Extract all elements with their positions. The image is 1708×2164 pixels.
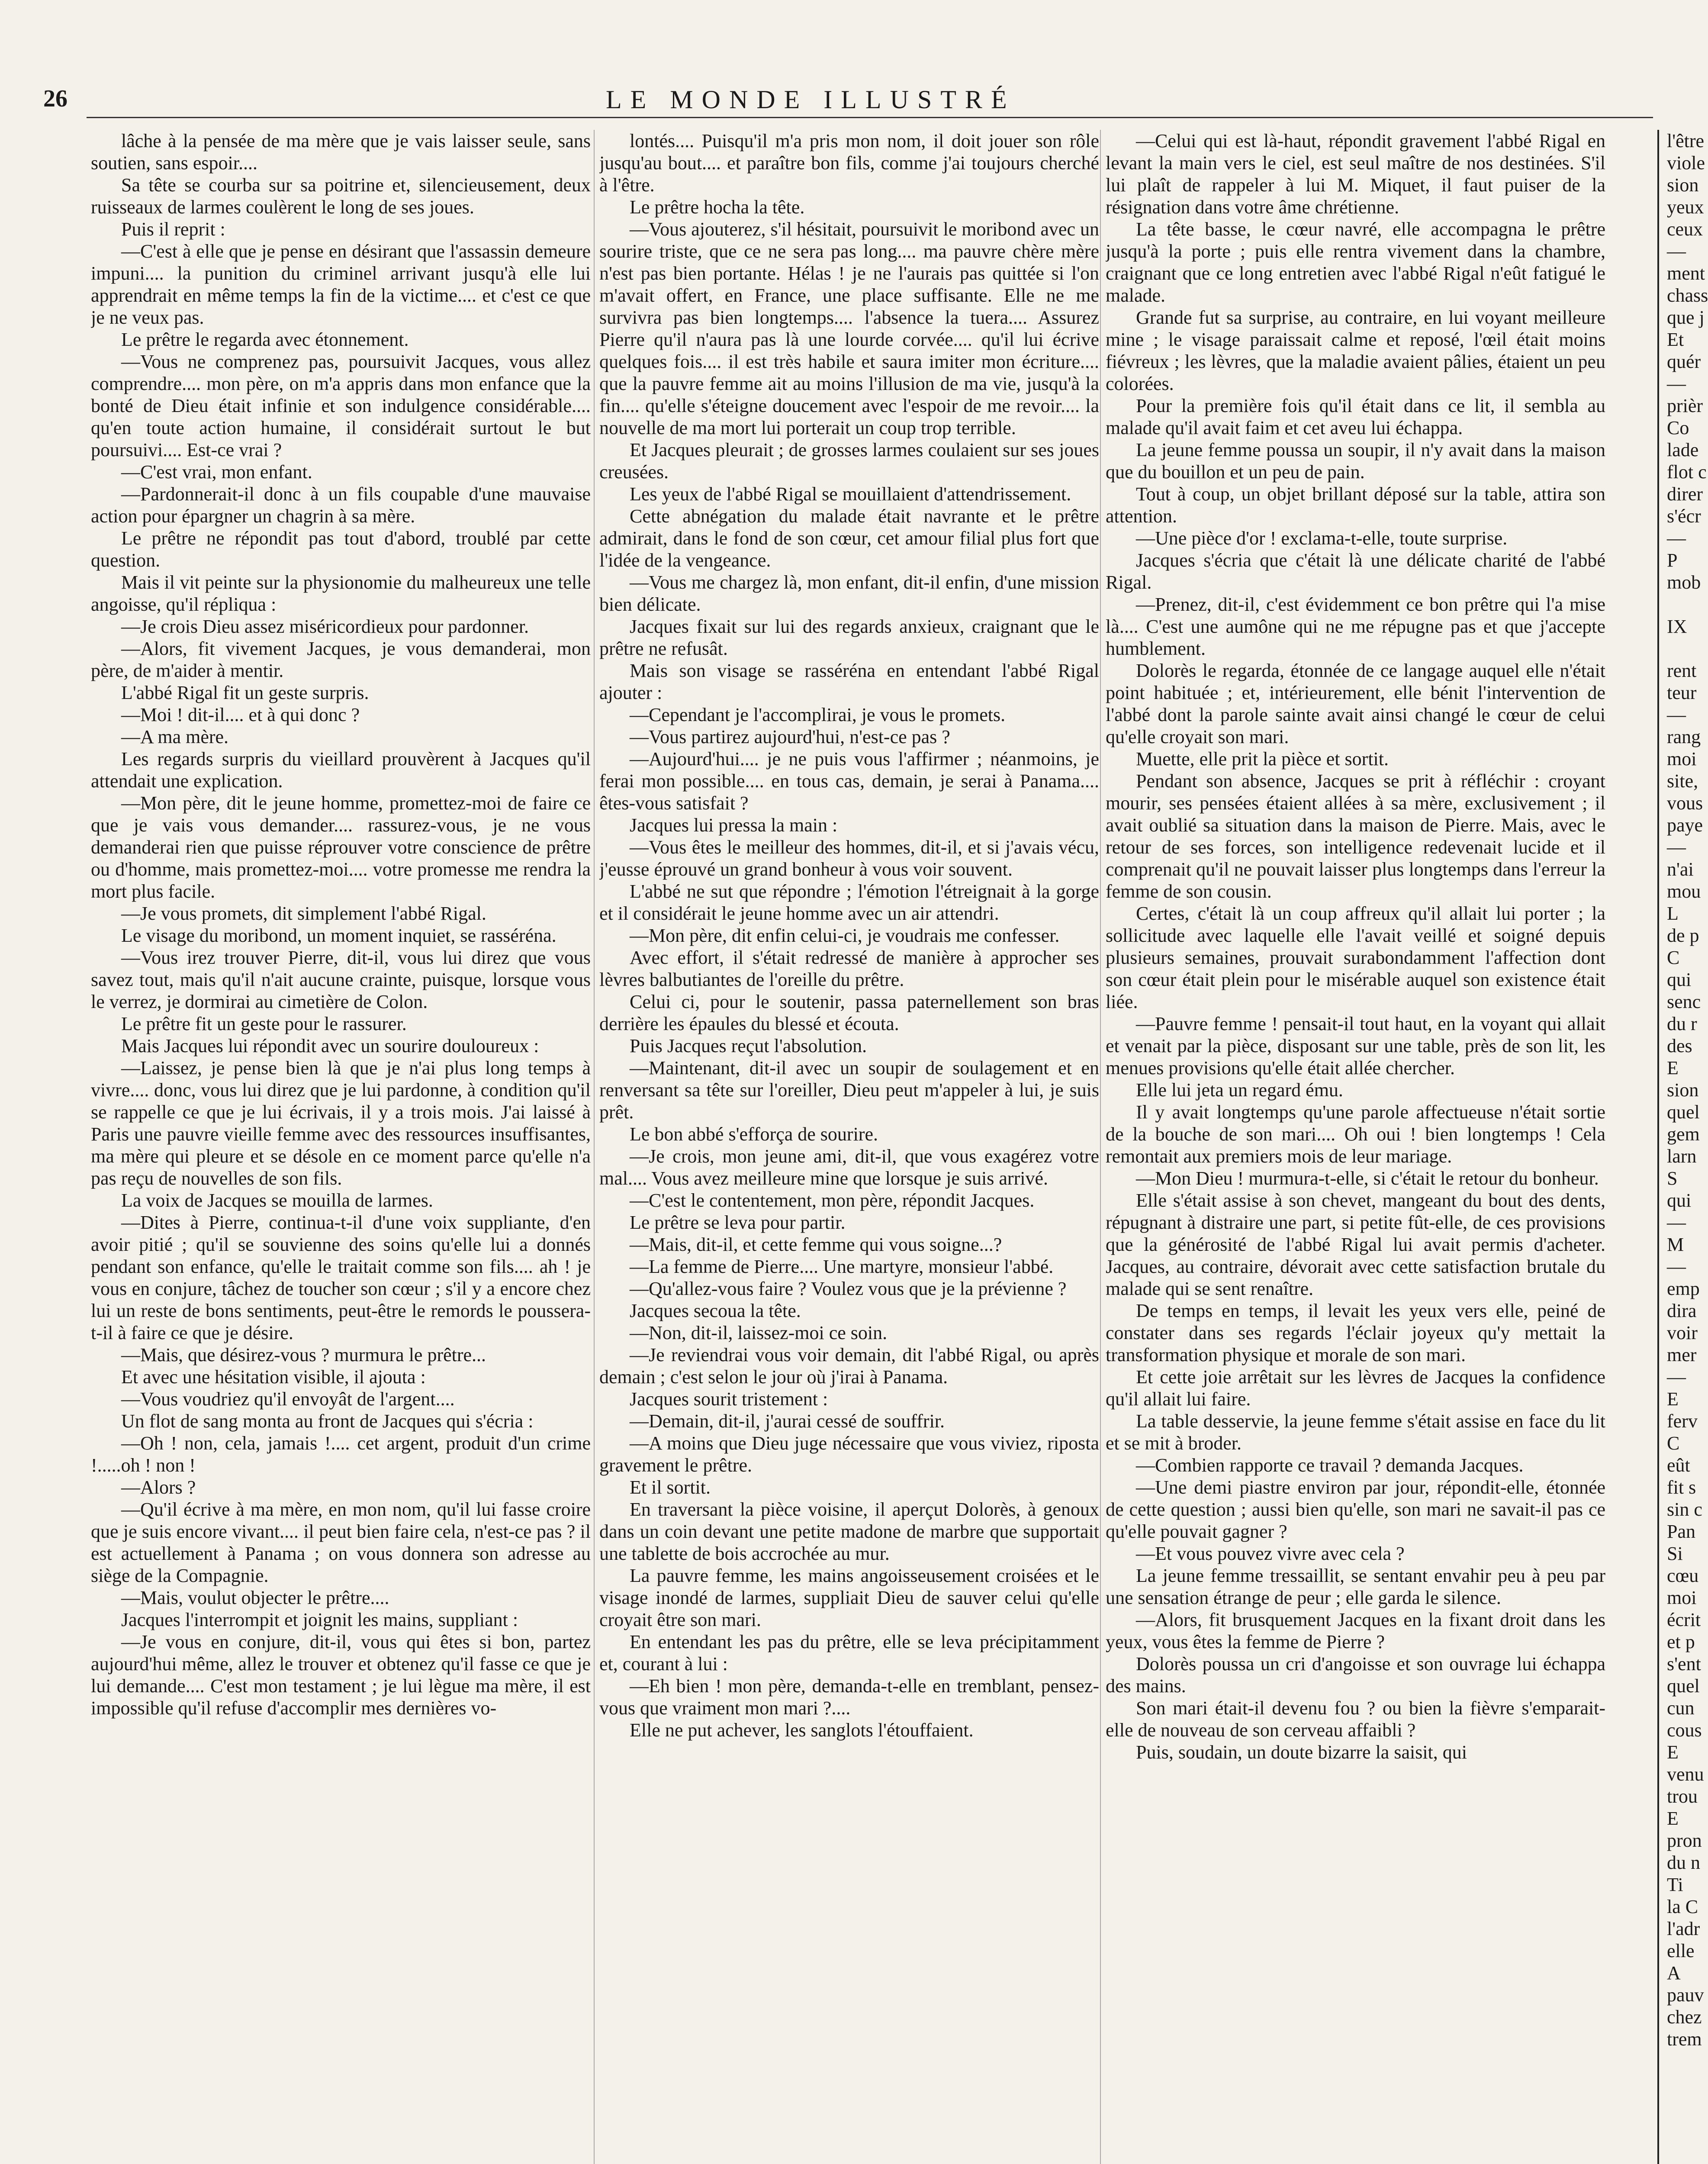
paragraph: —Alors, fit brusquement Jacques en la fixant droit dans les yeux, vous êtes la femme de Pierre ? (1106, 1609, 1605, 1652)
paragraph: —Pardonnerait-il donc à un fils coupable d'une mauvaise action pour épargner un chagrin à sa mère. (91, 483, 591, 527)
edge-fragment: l'adr (1667, 1918, 1700, 1939)
edge-fragment: ceux (1667, 219, 1703, 240)
paragraph: —C'est le contentement, mon père, répondit Jacques. (630, 1190, 1035, 1211)
paragraph: Mais il vit peinte sur la physionomie du malheureux une telle angoisse, qu'il répliqua : (91, 572, 591, 615)
paragraph: —Mais, voulut objecter le prêtre.... (121, 1587, 389, 1608)
paragraph: Pendant son absence, Jacques se prit à réfléchir : croyant mourir, ses pensées étaient allées à sa mère, exclusivement ; il avait oublié sa situation dans la maison de Pierre. Mais, avec le retour de ses forces, son intelligence redevenait lucide et il comprenait qu'il ne pouvait laisser plus longtemps dans l'erreur la femme de son cousin. (1106, 770, 1605, 902)
paragraph: Celui ci, pour le soutenir, passa paternellement son bras derrière les épaules du blessé et écouta. (599, 991, 1099, 1034)
edge-fragment: mob (1667, 572, 1701, 593)
paragraph: En entendant les pas du prêtre, elle se leva précipitamment et, courant à lui : (599, 1631, 1099, 1675)
paragraph: Grande fut sa surprise, au contraire, en lui voyant meilleure mine ; le visage paraissait calme et reposé, l'œil était moins fiévreux ; les lèvres, que la maladie avaient pâlies, étaient un peu colorées. (1106, 307, 1605, 394)
paragraph: Dolorès le regarda, étonnée de ce langage auquel elle n'était point habituée ; et, intérieurement, elle bénit l'intervention de l'abbé dont la parole sainte avait ainsi changé le cœur de celui qu'elle croyait son mari. (1106, 660, 1605, 747)
paragraph: —Celui qui est là-haut, répondit gravement l'abbé Rigal en levant la main vers le ciel, est seul maître de nos destinées. S'il lui plaît de rappeler à lui M. Miquet, il faut puiser de la résignation dans votre âme chrétienne. (1106, 130, 1605, 218)
edge-fragment: quér (1667, 351, 1701, 372)
column-divider (1100, 130, 1101, 2164)
paragraph: —Vous voudriez qu'il envoyât de l'argent.... (121, 1388, 455, 1410)
edge-fragment: de p (1667, 925, 1699, 946)
edge-fragment: sion (1667, 174, 1699, 196)
edge-fragment: rent (1667, 660, 1697, 681)
paragraph: —Vous êtes le meilleur des hommes, dit-il, et si j'avais vécu, j'eusse éprouvé un grand bonheur à vous voir souvent. (599, 837, 1099, 880)
edge-fragment: la C (1667, 1896, 1698, 1917)
edge-fragment: — (1667, 1256, 1686, 1277)
edge-fragment: vous (1667, 792, 1703, 814)
paragraph: —Je vous en conjure, dit-il, vous qui êtes si bon, partez aujourd'hui même, allez le trouver et obtenez qu'il fasse ce que je lui demande.... C'est mon testament ; je lui lègue ma mère, il est impossible qu'il refuse d'accomplir mes dernières vo- (91, 1631, 591, 1719)
paragraph: Jacques s'écria que c'était là une délicate charité de l'abbé Rigal. (1106, 550, 1605, 593)
paragraph: —Je crois, mon jeune ami, dit-il, que vous exagérez votre mal.... Vous avez meilleure mine que lorsque je suis arrivé. (599, 1146, 1099, 1189)
edge-fragment: direr (1667, 483, 1703, 505)
edge-fragment: du n (1667, 1852, 1700, 1873)
paragraph: —Non, dit-il, laissez-moi ce soin. (630, 1322, 888, 1343)
paragraph: —Mon Dieu ! murmura-t-elle, si c'était le retour du bonheur. (1136, 1168, 1599, 1189)
adjacent-page-edge (1657, 130, 1708, 2164)
paragraph: Puis Jacques reçut l'absolution. (630, 1035, 867, 1056)
paragraph: —Et vous pouvez vivre avec cela ? (1136, 1543, 1405, 1564)
paragraph: —C'est à elle que je pense en désirant que l'assassin demeure impuni.... la punition du criminel arrivant jusqu'à elle lui apprendrait en même temps la fin de la victime.... et c'est ce que je ne veux pas. (91, 241, 591, 328)
paragraph: Jacques fixait sur lui des regards anxieux, craignant que le prêtre ne refusât. (599, 616, 1099, 659)
edge-fragment: E (1667, 1742, 1679, 1763)
edge-fragment: trou (1667, 1786, 1698, 1807)
paragraph: Cette abnégation du malade était navrante et le prêtre admirait, dans le fond de son cœur, cet amour filial plus fort que l'idée de la vengeance. (599, 506, 1099, 571)
paragraph: Et il sortit. (630, 1477, 711, 1498)
edge-fragment: C (1667, 947, 1680, 968)
paragraph: —A ma mère. (121, 726, 229, 747)
edge-fragment: que j (1667, 307, 1705, 328)
edge-fragment (1667, 593, 1708, 615)
edge-fragment: trem (1667, 2029, 1702, 2050)
paragraph: Jacques l'interrompit et joignit les mains, suppliant : (121, 1609, 518, 1630)
paragraph: Le visage du moribond, un moment inquiet, se rasséréna. (121, 925, 556, 946)
edge-fragment: sion (1667, 1079, 1699, 1101)
paragraph: Certes, c'était là un coup affreux qu'il allait lui porter ; la sollicitude avec laquelle elle l'avait veillé et soigné depuis plusieurs semaines, prouvait surabondamment l'affection dont son cœur était plein pour le misérable auquel son existence était liée. (1106, 903, 1605, 1012)
edge-fragment: IX (1667, 616, 1687, 637)
edge-fragment: venu (1667, 1764, 1704, 1785)
edge-fragment: viole (1667, 152, 1705, 174)
paragraph: —Eh bien ! mon père, demanda-t-elle en tremblant, pensez-vous que vraiment mon mari ?.... (599, 1675, 1099, 1719)
edge-fragment: sin c (1667, 1499, 1702, 1520)
edge-fragment: mou (1667, 881, 1701, 902)
edge-fragment: du r (1667, 1013, 1697, 1034)
edge-fragment: pauv (1667, 1984, 1704, 2006)
paragraph: Le prêtre le regarda avec étonnement. (121, 329, 409, 350)
edge-fragment: cun (1667, 1697, 1695, 1719)
edge-fragment: mer (1667, 1344, 1697, 1365)
page-number: 26 (43, 85, 68, 112)
edge-fragment: lade (1667, 439, 1699, 460)
edge-fragment: yeux (1667, 196, 1704, 218)
column-divider (594, 130, 595, 2164)
paragraph: —Moi ! dit-il.... et à qui donc ? (121, 704, 360, 725)
paragraph: —Combien rapporte ce travail ? demanda Jacques. (1136, 1455, 1524, 1476)
edge-fragment: chass (1667, 285, 1708, 306)
paragraph: Les regards surpris du vieillard prouvèrent à Jacques qu'il attendait une explication. (91, 748, 591, 792)
edge-fragment: E (1667, 1388, 1679, 1410)
text-column-3 (1106, 130, 1605, 2164)
paragraph: En traversant la pièce voisine, il aperçut Dolorès, à genoux dans un coin devant une petite madone de marbre que supportait une tablette de bois accrochée au mur. (599, 1499, 1099, 1564)
paragraph: —Vous me chargez là, mon enfant, dit-il enfin, d'une mission bien délicate. (599, 572, 1099, 615)
edge-fragment: — (1667, 1366, 1686, 1388)
edge-fragment (1667, 638, 1708, 660)
paragraph: —Pauvre femme ! pensait-il tout haut, en la voyant qui allait et venait par la pièce, disposant sur une table, près de son lit, les menues provisions qu'elle était allée chercher. (1106, 1013, 1605, 1079)
edge-fragment: A (1667, 1962, 1681, 1984)
edge-fragment: elle (1667, 1940, 1695, 1961)
edge-fragment: ment (1667, 263, 1705, 284)
edge-fragment: n'ai (1667, 859, 1694, 880)
paragraph: Jacques secoua la tête. (630, 1300, 801, 1321)
edge-fragment: S (1667, 1168, 1678, 1189)
paragraph: lâche à la pensée de ma mère que je vais laisser seule, sans soutien, sans espoir.... (91, 130, 591, 174)
paragraph: —Je crois Dieu assez miséricordieux pour pardonner. (121, 616, 529, 637)
edge-fragment: Pan (1667, 1521, 1695, 1542)
edge-fragment: s'écr (1667, 506, 1701, 527)
header-rule (87, 117, 1653, 118)
paragraph: —Qu'il écrive à ma mère, en mon nom, qu'il lui fasse croire que je suis encore vivant.... il peut bien faire cela, n'est-ce pas ? il est actuellement à Panama ; on vous donnera son adresse au siège de la Compagnie. (91, 1499, 591, 1586)
paragraph: Avec effort, il s'était redressé de manière à approcher ses lèvres balbutiantes de l'oreille du prêtre. (599, 947, 1099, 990)
paragraph: La voix de Jacques se mouilla de larmes. (121, 1190, 433, 1211)
paragraph: —La femme de Pierre.... Une martyre, monsieur l'abbé. (630, 1256, 1054, 1277)
edge-fragment: s'ent (1667, 1653, 1701, 1675)
paragraph: L'abbé ne sut que répondre ; l'émotion l'étreignait à la gorge et il considérait le jeune homme avec un air attendri. (599, 881, 1099, 924)
paragraph: Muette, elle prit la pièce et sortit. (1136, 748, 1389, 770)
paragraph: Et cette joie arrêtait sur les lèvres de Jacques la confidence qu'il allait lui faire. (1106, 1366, 1605, 1410)
paragraph: —Maintenant, dit-il avec un soupir de soulagement et en renversant sa tête sur l'oreiller, Dieu peut m'appeler à lui, je suis prêt. (599, 1057, 1099, 1123)
paragraph: Mais Jacques lui répondit avec un sourire douloureux : (121, 1035, 539, 1056)
edge-fragment: M (1667, 1234, 1684, 1255)
edge-fragment: E (1667, 1057, 1679, 1079)
edge-fragment: Si (1667, 1543, 1683, 1564)
paragraph: De temps en temps, il levait les yeux vers elle, peiné de constater dans ses regards l'éclair joyeux qu'y mettait la transformation physique et morale de son mari. (1106, 1300, 1605, 1365)
paragraph: La table desservie, la jeune femme s'était assise en face du lit et se mit à broder. (1106, 1410, 1605, 1454)
edge-fragment: chez (1667, 2006, 1702, 2028)
paragraph: —Cependant je l'accomplirai, je vous le promets. (630, 704, 1006, 725)
edge-fragment: qui (1667, 969, 1692, 990)
edge-fragment: fit s (1667, 1477, 1696, 1498)
paragraph: —C'est vrai, mon enfant. (121, 461, 312, 483)
paragraph: —Aujourd'hui.... je ne puis vous l'affirmer ; néanmoins, je ferai mon possible.... en tous cas, demain, je serai à Panama.... êtes-vous satisfait ? (599, 748, 1099, 814)
paragraph: La jeune femme tressaillit, se sentant envahir peu à peu par une sensation étrange de peur ; elle garda le silence. (1106, 1565, 1605, 1608)
edge-fragment: quel (1667, 1675, 1700, 1697)
edge-fragment: rang (1667, 726, 1701, 747)
edge-fragment: — (1667, 837, 1686, 858)
edge-fragment: quel (1667, 1101, 1700, 1123)
paragraph: La pauvre femme, les mains angoisseusement croisées et le visage inondé de larmes, suppliait Dieu de sauver celui qu'elle croyait être son mari. (599, 1565, 1099, 1630)
paragraph: La tête basse, le cœur navré, elle accompagna le prêtre jusqu'à la porte ; puis elle rentra vivement dans la chambre, craignant que ce long entretien avec l'abbé Rigal n'eût fatigué le malade. (1106, 219, 1605, 306)
paragraph: Pour la première fois qu'il était dans ce lit, il sembla au malade qu'il avait faim et cet aveu lui échappa. (1106, 395, 1605, 438)
paragraph: Le bon abbé s'efforça de sourire. (630, 1124, 878, 1145)
edge-fragment: Ti (1667, 1874, 1683, 1895)
paragraph: Puis, soudain, un doute bizarre la saisit, qui (1136, 1742, 1467, 1763)
paragraph: Sa tête se courba sur sa poitrine et, silencieusement, deux ruisseaux de larmes coulèrent le long de ses joues. (91, 174, 591, 218)
paragraph: Les yeux de l'abbé Rigal se mouillaient d'attendrissement. (630, 483, 1071, 505)
paragraph: —Je reviendrai vous voir demain, dit l'abbé Rigal, ou après demain ; c'est selon le jour où j'irai à Panama. (599, 1344, 1099, 1388)
paragraph: Le prêtre ne répondit pas tout d'abord, troublé par cette question. (91, 528, 591, 571)
paragraph: —Mon père, dit enfin celui-ci, je voudrais me confesser. (630, 925, 1060, 946)
paragraph: —Vous irez trouver Pierre, dit-il, vous lui direz que vous savez tout, mais qu'il n'ait aucune crainte, puisque, lorsque vous le verrez, je dormirai au cimetière de Colon. (91, 947, 591, 1012)
paragraph: Et avec une hésitation visible, il ajouta : (121, 1366, 426, 1388)
edge-fragment: teur (1667, 682, 1697, 703)
paragraph: —Laissez, je pense bien là que je n'ai plus long temps à vivre.... donc, vous lui direz que je lui pardonne, à condition qu'il se rappelle ce que je lui écrivais, il y a trois mois. J'ai laissé à Paris une pauvre vieille femme avec des ressources insuffisantes, ma mère qui pleure et se désole en ce moment parce qu'elle n'a pas reçu de nouvelles de son fils. (91, 1057, 591, 1189)
edge-fragment: emp (1667, 1278, 1700, 1299)
edge-fragment: l'être (1667, 130, 1705, 151)
paragraph: Elle ne put achever, les sanglots l'étouffaient. (630, 1720, 974, 1741)
paragraph: —Alors ? (121, 1477, 196, 1498)
paragraph: —Qu'allez-vous faire ? Voulez vous que je la prévienne ? (630, 1278, 1067, 1299)
paragraph: —Mais, que désirez-vous ? murmura le prêtre... (121, 1344, 486, 1365)
edge-fragment: C (1667, 1433, 1680, 1454)
edge-fragment: — (1667, 704, 1686, 725)
edge-fragment: et p (1667, 1631, 1695, 1652)
paragraph: Jacques lui pressa la main : (630, 815, 838, 836)
paragraph: Le prêtre hocha la tête. (630, 196, 805, 218)
edge-fragment: E (1667, 1808, 1679, 1829)
text-column-2 (599, 130, 1099, 2164)
paragraph: Et Jacques pleurait ; de grosses larmes coulaient sur ses joues creusées. (599, 439, 1099, 483)
edge-fragment: dira (1667, 1300, 1697, 1321)
edge-fragment: voir (1667, 1322, 1698, 1343)
edge-fragment: eût (1667, 1455, 1690, 1476)
edge-fragment: senc (1667, 991, 1701, 1012)
edge-fragment: gem (1667, 1124, 1700, 1145)
paragraph: —Mais, dit-il, et cette femme qui vous soigne...? (630, 1234, 1002, 1255)
edge-fragment: cœu (1667, 1565, 1699, 1586)
edge-fragment: P (1667, 550, 1678, 571)
paragraph: Elle lui jeta un regard ému. (1136, 1079, 1343, 1101)
paragraph: Le prêtre fit un geste pour le rassurer. (121, 1013, 407, 1034)
paragraph: —Vous ajouterez, s'il hésitait, poursuivit le moribond avec un sourire triste, que ce ne sera pas long.... ma pauvre chère mère n'est pas bien portante. Hélas ! je ne l'aurais pas quittée si l'on m'avait offert, en France, une place suffisante. Elle ne me survivra pas bien longtemps.... l'absence la tuera.... Assurez Pierre qu'il n'aura pas là une lourde corvée.... qu'il lui écrive quelques fois.... il est très habile et saura imiter mon écriture.... que la pauvre femme ait au moins l'illusion de ma vie, jusqu'à la fin.... qu'elle s'éteigne doucement avec l'espoir de me revoir.... la nouvelle de ma mort lui porterait un coup trop terrible. (599, 219, 1099, 438)
edge-fragment: écrit (1667, 1609, 1701, 1630)
paragraph: —Je vous promets, dit simplement l'abbé Rigal. (121, 903, 486, 924)
text-column-1 (91, 130, 591, 2164)
edge-fragment: — (1667, 1212, 1686, 1233)
edge-fragment: — (1667, 528, 1686, 549)
paragraph: —Oh ! non, cela, jamais !.... cet argent, produit d'un crime !.....oh ! non ! (91, 1433, 591, 1476)
paragraph: Le prêtre se leva pour partir. (630, 1212, 846, 1233)
edge-fragment: Et (1667, 329, 1684, 350)
paragraph: —Une demi piastre environ par jour, répondit-elle, étonnée de cette question ; aussi bien qu'elle, son mari ne savait-il pas ce qu'elle pouvait gagner ? (1106, 1477, 1605, 1542)
paragraph: La jeune femme poussa un soupir, il n'y avait dans la maison que du bouillon et un peu de pain. (1106, 439, 1605, 483)
paragraph: Mais son visage se rasséréna en entendant l'abbé Rigal ajouter : (599, 660, 1099, 703)
edge-fragment: larn (1667, 1146, 1697, 1167)
edge-fragment: cous (1667, 1720, 1702, 1741)
paragraph: —Prenez, dit-il, c'est évidemment ce bon prêtre qui l'a mise là.... C'est une aumône qui ne me répugne pas et que j'accepte humblement. (1106, 594, 1605, 659)
edge-fragment: paye (1667, 815, 1703, 836)
edge-fragment: — (1667, 373, 1686, 394)
paragraph: —Vous partirez aujourd'hui, n'est-ce pas ? (630, 726, 950, 747)
edge-fragment: site, (1667, 770, 1698, 792)
masthead: LE MONDE ILLUSTRÉ (606, 85, 1016, 114)
paragraph: Elle s'était assise à son chevet, mangeant du bout des dents, répugnant à distraire une part, si petite fût-elle, de ces provisions que la générosité de l'abbé Rigal lui avait permis d'acheter. Jacques, au contraire, dévorait avec cette satisfaction brutale du malade qui se sent renaître. (1106, 1190, 1605, 1299)
edge-fragment: moi (1667, 748, 1697, 770)
paragraph: —A moins que Dieu juge nécessaire que vous viviez, riposta gravement le prêtre. (599, 1433, 1099, 1476)
paragraph: Un flot de sang monta au front de Jacques qui s'écria : (121, 1410, 534, 1432)
paragraph: —Une pièce d'or ! exclama-t-elle, toute surprise. (1136, 528, 1508, 549)
edge-fragment: pron (1667, 1830, 1702, 1851)
edge-fragment: flot c (1667, 461, 1707, 483)
edge-fragment: des (1667, 1035, 1692, 1056)
paragraph: Jacques sourit tristement : (630, 1388, 828, 1410)
edge-fragment: L (1667, 903, 1679, 924)
edge-fragment: Co (1667, 417, 1689, 438)
paragraph: —Dites à Pierre, continua-t-il d'une voix suppliante, d'en avoir pitié ; qu'il se souvienne des soins qu'elle lui a donnés pendant son enfance, qu'elle le traitait comme son fils.... ah ! je vous en conjure, tâchez de toucher son cœur ; s'il y a encore chez lui un reste de bons sentiments, peut-être le remords le poussera-t-il à faire ce que je désire. (91, 1212, 591, 1343)
edge-fragment: — (1667, 241, 1686, 262)
edge-fragment: prièr (1667, 395, 1703, 416)
edge-fragment: qui (1667, 1190, 1692, 1211)
paragraph: —Mon père, dit le jeune homme, promettez-moi de faire ce que je vais vous demander.... rassurez-vous, je ne vous demanderai rien que puisse réprouver votre conscience de prêtre ou d'homme, mais promettez-moi.... votre promesse me rendra la mort plus facile. (91, 792, 591, 902)
paragraph: Dolorès poussa un cri d'angoisse et son ouvrage lui échappa des mains. (1106, 1653, 1605, 1697)
paragraph: Son mari était-il devenu fou ? ou bien la fièvre s'emparait-elle de nouveau de son cerveau affaibli ? (1106, 1697, 1605, 1741)
paragraph: Puis il reprit : (121, 219, 225, 240)
paragraph: Il y avait longtemps qu'une parole affectueuse n'était sortie de la bouche de son mari.... Oh oui ! bien longtemps ! Cela remontait aux premiers mois de leur mariage. (1106, 1101, 1605, 1167)
paragraph: —Demain, dit-il, j'aurai cessé de souffrir. (630, 1410, 945, 1432)
edge-fragment: moi (1667, 1587, 1697, 1608)
paragraph: —Alors, fit vivement Jacques, je vous demanderai, mon père, de m'aider à mentir. (91, 638, 591, 681)
paragraph: Tout à coup, un objet brillant déposé sur la table, attira son attention. (1106, 483, 1605, 527)
edge-fragment: ferv (1667, 1410, 1698, 1432)
paragraph: L'abbé Rigal fit un geste surpris. (121, 682, 369, 703)
paragraph: —Vous ne comprenez pas, poursuivit Jacques, vous allez comprendre.... mon père, on m'a appris dans mon enfance que la bonté de Dieu était infinie et son indulgence considérable.... qu'en toute action humaine, il considérait surtout le but poursuivi.... Est-ce vrai ? (91, 351, 591, 460)
paragraph: lontés.... Puisqu'il m'a pris mon nom, il doit jouer son rôle jusqu'au bout.... et paraître bon fils, comme j'ai toujours cherché à l'être. (599, 130, 1099, 196)
